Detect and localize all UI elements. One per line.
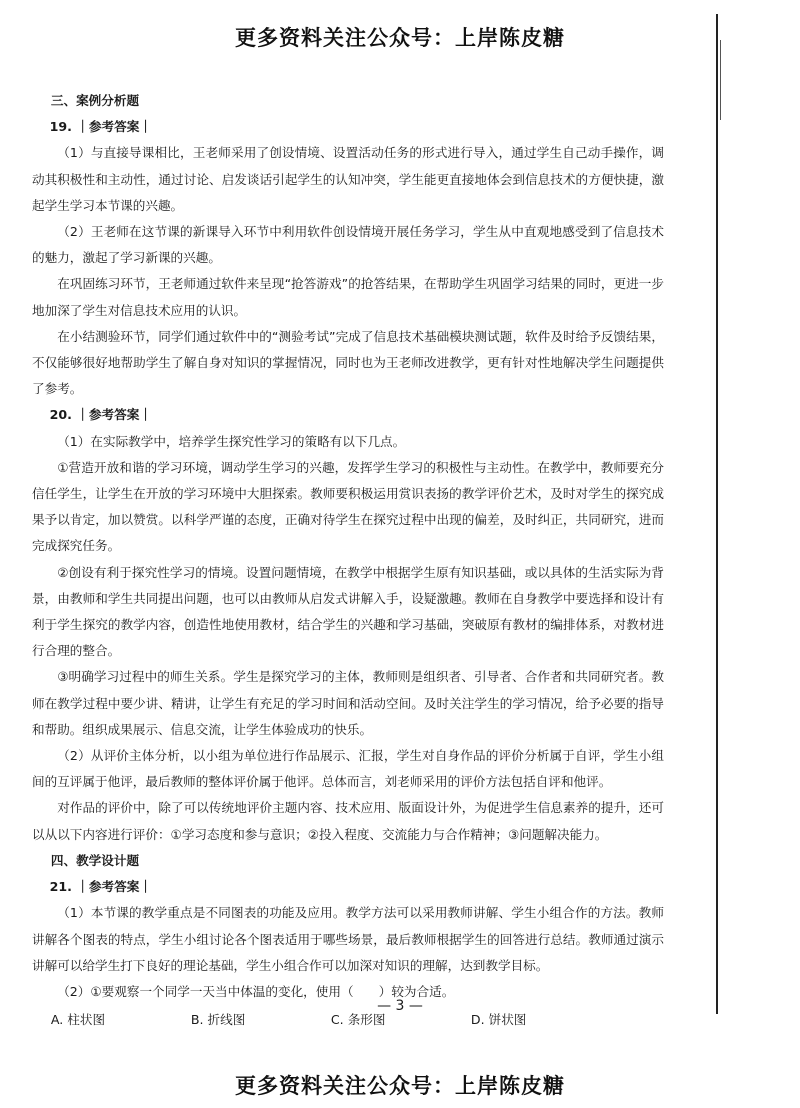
scan-edge-line (716, 14, 718, 1014)
q20-paragraph-2: ①营造开放和谐的学习环境，调动学生学习的兴趣，发挥学生学习的积极性与主动性。在教学中，教师要充分信任学生，让学生在开放的学习环境中大胆探索。教师要积极运用赏识表扬的教学评价艺术，及时对学生的探究成果予以肯定，加以赞赏。以科学严谨的态度，正确对待学生在探究过程中出现的偏差，及时纠正，共同研究，进而完成探究任务。 (32, 459, 664, 554)
q19-paragraph-1: （1）与直接导课相比，王老师采用了创设情境、设置活动任务的形式进行导入，通过学生自己动手操作，调动其积极性和主动性，通过讨论、启发谈话引起学生的认知冲突，学生能更直接地体会到信息技术的方便快捷，激起学生学习本节课的兴趣。 (32, 145, 664, 213)
q21-paragraph-1: （1）本节课的教学重点是不同图表的功能及应用。教学方法可以采用教师讲解、学生小组合作的方法。教师讲解各个图表的特点，学生小组讨论各个图表适用于哪些场景，最后教师根据学生的回答进行总结。教师通过演示讲解可以给学生打下良好的理论基础，学生小组合作可以加深对知识的理解，达到教学目标。 (32, 905, 664, 973)
section-heading-3: 三、案例分析题 (50, 93, 140, 108)
option-c: C. 条形图 (330, 1012, 386, 1028)
option-d: D. 饼状图 (470, 1012, 527, 1028)
document-body (32, 88, 664, 1033)
option-a: A. 柱状图 (50, 1012, 106, 1028)
q20-paragraph-5: （2）从评价主体分析，以小组为单位进行作品展示、汇报，学生对自身作品的评价分析属于自评，学生小组间的互评属于他评，最后教师的整体评价属于他评。总体而言，刘老师采用的评价方法包括自评和他评。 (32, 748, 664, 790)
watermark-banner-top: 更多资料关注公众号：上岸陈皮糖 (235, 26, 565, 50)
q20-paragraph-6: 对作品的评价中，除了可以传统地评价主题内容、技术应用、版面设计外，为促进学生信息素养的提升，还可以从以下内容进行评价：①学习态度和参与意识；②投入程度、交流能力与合作精神；③问题解决能力。 (32, 800, 664, 842)
q20-label: 20. ｜参考答案｜ (49, 407, 152, 423)
page-number: — 3 — (377, 998, 423, 1014)
q19-paragraph-3: 在巩固练习环节，王老师通过软件来呈现“抢答游戏”的抢答结果，在帮助学生巩固学习结果的同时，更进一步地加深了学生对信息技术应用的认识。 (32, 276, 664, 318)
section-heading-4: 四、教学设计题 (50, 852, 140, 868)
scan-edge-mark (720, 40, 721, 120)
q19-paragraph-2: （2）王老师在这节课的新课导入环节中利用软件创设情境开展任务学习，学生从中直观地感受到了信息技术的魅力，激起了学习新课的兴趣。 (32, 224, 664, 266)
q20-paragraph-3: ②创设有利于探究性学习的情境。设置问题情境，在教学中根据学生原有知识基础，或以具体的生活实际为背景，由教师和学生共同提出问题，也可以由教师从启发式讲解入手，设疑激趣。教师在自身教学中要选择和设计有利于学生探究的教学内容，创造性地使用教材，结合学生的兴趣和学习基础，突破原有教材的编排体系，对教材进行合理的整合。 (32, 564, 664, 659)
option-b: B. 折线图 (190, 1012, 246, 1028)
q21-label: 21. ｜参考答案｜ (49, 879, 152, 895)
q19-paragraph-4: 在小结测验环节，同学们通过软件中的“测验考试”完成了信息技术基础模块测试题，软件及时给予反馈结果，不仅能够很好地帮助学生了解自身对知识的掌握情况，同时也为王老师改进教学，更有针对性地解决学生问题提供了参考。 (32, 328, 664, 397)
q20-paragraph-4: ③明确学习过程中的师生关系。学生是探究学习的主体，教师则是组织者、引导者、合作者和共同研究者。教师在教学过程中要少讲、精讲，让学生有充足的学习时间和活动空间。及时关注学生的学习情况，给予必要的指导和帮助。组织成果展示、信息交流，让学生体验成功的快乐。 (32, 669, 664, 737)
q20-paragraph-1: （1）在实际教学中，培养学生探究性学习的策略有以下几点。 (57, 433, 406, 449)
q21-paragraph-2: （2）①要观察一个同学一天当中体温的变化，使用（ ）较为合适。 (57, 983, 455, 999)
q19-label: 19. ｜参考答案｜ (49, 119, 152, 135)
watermark-banner-bottom: 更多资料关注公众号：上岸陈皮糖 (235, 1074, 565, 1098)
